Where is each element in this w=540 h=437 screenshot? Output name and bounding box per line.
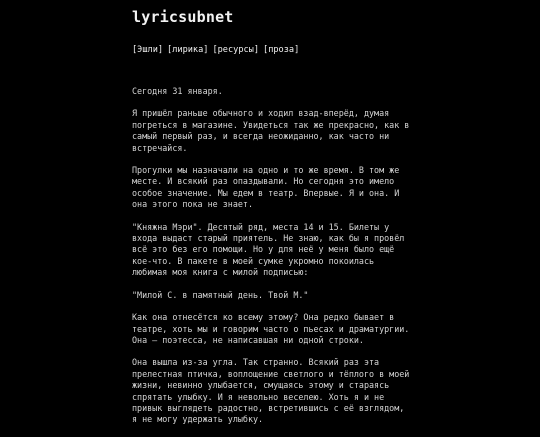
nav-link-ashley[interactable]: [Эшли] <box>132 45 164 55</box>
story-paragraph: Прогулки мы назначали на одно и то же время. В том же месте. И всякий раз опаздывали. Но сегодня это имело особое значение. Мы едем в театр. Впервые. Я и она. И она этого пока не знает. <box>132 165 400 210</box>
story-paragraph: "Княжна Мэри". Десятый ряд, места 14 и 15. Билеты у входа выдаст старый приятель. Не знаю, как бы я провёл всё это без его помощи. Но у для неё у меня было ещё кое-что. В пакете в моей сумке укромно покоилась любимая моя книга с милой подписью: <box>132 221 405 278</box>
nav-link-lyrics[interactable]: [лирика] <box>167 45 209 55</box>
nav-link-prose[interactable]: [проза] <box>263 45 300 55</box>
story-paragraph-inscription: "Милой С. в памятный день. Твой М." <box>132 289 309 300</box>
nav-link-resources[interactable]: [ресурсы] <box>212 45 260 55</box>
story-paragraph: Как она отнесётся ко всему этому? Она редко бывает в театре, хоть мы и говорим часто о пьесах и драматургии. Она – поэтесса, не написавшая ни одной строки. <box>132 312 410 345</box>
story-paragraph: Она вышла из-за угла. Так странно. Всякий раз эта прелестная птичка, воплощение светлого и тёплого в моей жизни, невинно улыбается, смущаясь этому и стараясь спрятать улыбку. И я невольно веселею. Хоть я и не привык выглядеть радостно, встретившись с её взглядом, я не могу удержать улыбку. <box>132 357 410 425</box>
main-nav <box>132 45 299 55</box>
story-paragraph-date: Сегодня 31 января. <box>132 86 223 96</box>
site-title[interactable]: lyricsubnet <box>132 8 234 26</box>
story-paragraph: Я пришёл раньше обычного и ходил взад-вперёд, думая погреться в магазине. Увидеться так же прекрасно, как в самый первый раз, и всегда неожиданно, как часто ни встречайся. <box>132 108 410 153</box>
story-article <box>132 86 412 437</box>
